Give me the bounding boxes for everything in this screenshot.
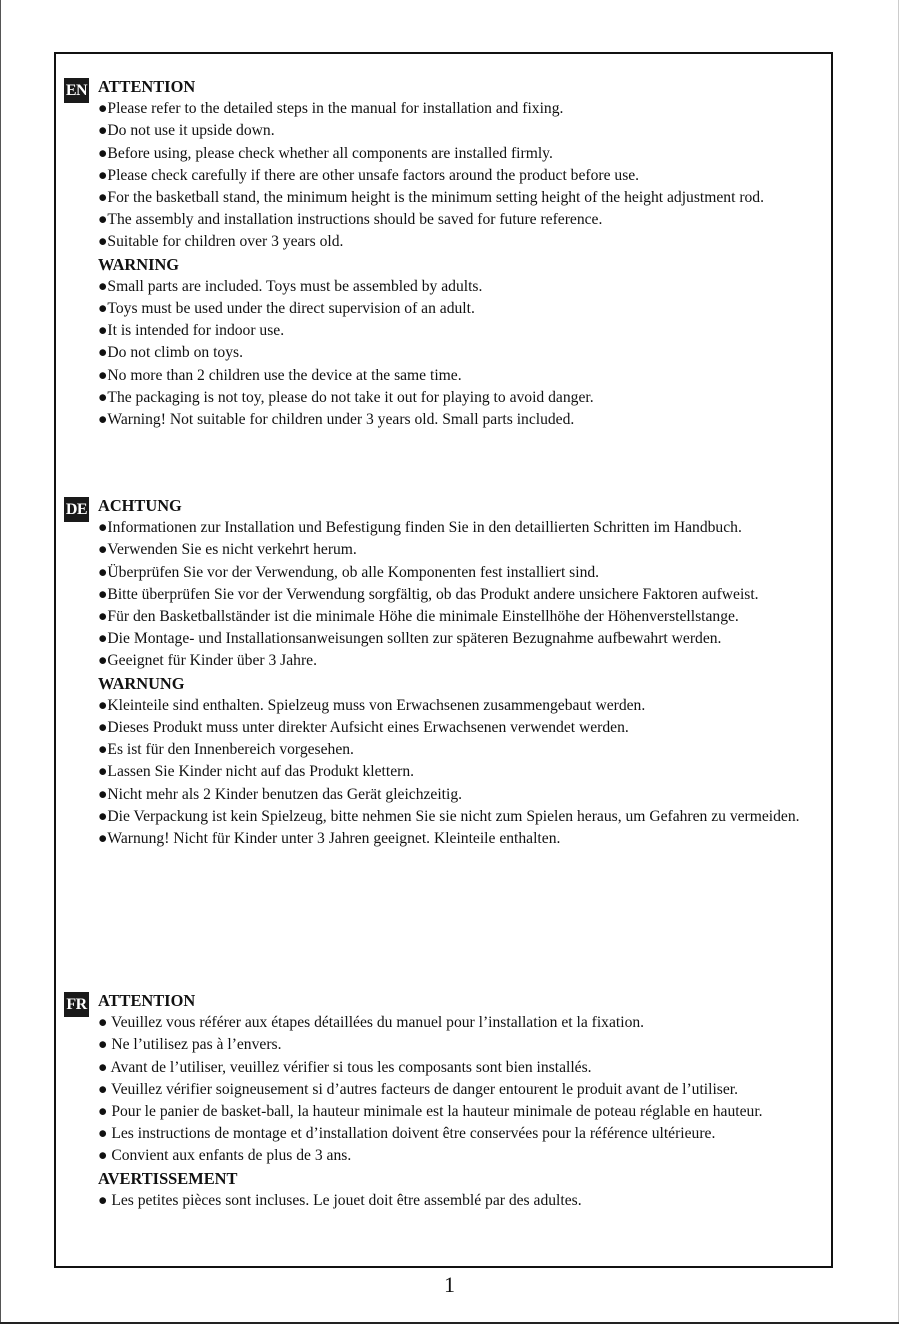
instruction-item <box>84 784 815 806</box>
section-heading: ATTENTION <box>98 77 196 96</box>
instruction-item <box>84 562 815 584</box>
instruction-text: ●Before using, please check whether all components are installed firmly. <box>98 144 553 162</box>
instruction-item <box>84 187 815 209</box>
instruction-text: ●Do not use it upside down. <box>98 122 275 140</box>
page-number: 1 <box>444 1272 455 1297</box>
instruction-text: ●Warning! Not suitable for children under 3 years old. Small parts included. <box>98 411 575 429</box>
instruction-item <box>84 717 815 739</box>
section-heading: AVERTISSEMENT <box>98 1168 238 1188</box>
instruction-item <box>84 806 815 828</box>
instruction-text: ●Lassen Sie Kinder nicht auf das Produkt klettern. <box>98 763 415 781</box>
instruction-text: ●Warnung! Nicht für Kinder unter 3 Jahren geeignet. Kleinteile enthalten. <box>98 830 561 848</box>
instruction-text: ●For the basketball stand, the minimum height is the minimum setting height of the height adjustment rod. <box>98 189 765 207</box>
section-heading: ACHTUNG <box>98 496 182 515</box>
section-heading: WARNING <box>98 254 180 274</box>
instruction-text: ●Für den Basketballständer ist die minimale Höhe die minimale Einstellhöhe der Höhenverstellstange. <box>98 608 739 626</box>
instruction-text: ●Suitable for children over 3 years old. <box>98 233 344 251</box>
instruction-item <box>84 342 815 364</box>
language-badge-en: EN <box>64 78 89 103</box>
instruction-item <box>84 695 815 717</box>
instruction-item <box>84 1079 815 1101</box>
instruction-text: ●Geeignet für Kinder über 3 Jahre. <box>98 652 317 670</box>
instruction-text: ●Informationen zur Installation und Befestigung finden Sie in den detaillierten Schritten im Handbuch. <box>98 519 742 537</box>
instruction-text: ●Please refer to the detailed steps in the manual for installation and fixing. <box>98 100 564 118</box>
instruction-item <box>84 165 815 187</box>
instruction-item <box>84 320 815 342</box>
instruction-text: ●Die Montage- und Installationsanweisungen sollten zur späteren Bezugnahme aufbewahrt werden. <box>98 630 722 648</box>
instruction-text: ● Convient aux enfants de plus de 3 ans. <box>98 1147 352 1165</box>
instruction-item <box>84 209 815 231</box>
instruction-text: ●Überprüfen Sie vor der Verwendung, ob alle Komponenten fest installiert sind. <box>98 563 600 581</box>
section-content <box>84 76 815 431</box>
instruction-item <box>84 584 815 606</box>
instruction-item <box>84 143 815 165</box>
instruction-item <box>84 231 815 253</box>
instruction-text: ●Es ist für den Innenbereich vorgesehen. <box>98 741 354 759</box>
instruction-text: ●The assembly and installation instructions should be saved for future reference. <box>98 211 603 229</box>
instruction-item <box>84 387 815 409</box>
instruction-text: ●It is intended for indoor use. <box>98 322 285 340</box>
section-content <box>84 990 815 1212</box>
instruction-text: ● Les instructions de montage et d’installation doivent être conservées pour la référence ultérieure. <box>98 1125 716 1143</box>
instruction-text: ●Small parts are included. Toys must be assembled by adults. <box>98 277 483 295</box>
instruction-item <box>84 628 815 650</box>
instruction-text: ● Veuillez vérifier soigneusement si d’autres facteurs de danger entourent le produit avant de l’utiliser. <box>98 1080 739 1098</box>
instruction-item <box>84 1145 815 1167</box>
instruction-item <box>84 276 815 298</box>
language-badge-de: DE <box>64 497 89 522</box>
instruction-item <box>84 539 815 561</box>
instruction-item <box>84 1012 815 1034</box>
instruction-text: ● Les petites pièces sont incluses. Le jouet doit être assemblé par des adultes. <box>98 1191 582 1209</box>
instruction-text: ●Bitte überprüfen Sie vor der Verwendung sorgfältig, ob das Produkt andere unsichere Faktoren aufweist. <box>98 585 759 603</box>
instruction-item <box>84 298 815 320</box>
instruction-text: ● Avant de l’utiliser, veuillez vérifier si tous les composants sont bien installés. <box>98 1058 592 1076</box>
instruction-item <box>84 1190 815 1212</box>
page-edge-left <box>0 0 1 1324</box>
instruction-item <box>84 1057 815 1079</box>
instruction-item <box>84 365 815 387</box>
section-heading: WARNUNG <box>98 673 185 693</box>
instruction-text: ●Do not climb on toys. <box>98 344 243 362</box>
instruction-item <box>84 1034 815 1056</box>
instruction-item <box>84 828 815 850</box>
instruction-item <box>84 1101 815 1123</box>
section-content <box>84 495 815 850</box>
instruction-text: ●Die Verpackung ist kein Spielzeug, bitte nehmen Sie sie nicht zum Spielen heraus, um Gefahren zu vermeiden. <box>98 807 800 825</box>
instruction-item <box>84 98 815 120</box>
instruction-item <box>84 761 815 783</box>
instruction-text: ●Kleinteile sind enthalten. Spielzeug muss von Erwachsenen zusammengebaut werden. <box>98 696 646 714</box>
instruction-item <box>84 1123 815 1145</box>
instruction-text: ●Nicht mehr als 2 Kinder benutzen das Gerät gleichzeitig. <box>98 785 463 803</box>
instruction-item <box>84 739 815 761</box>
instruction-item <box>84 120 815 142</box>
instruction-item <box>84 650 815 672</box>
instruction-text: ●Verwenden Sie es nicht verkehrt herum. <box>98 541 357 559</box>
instruction-item <box>84 517 815 539</box>
instruction-item <box>84 606 815 628</box>
instruction-item <box>84 409 815 431</box>
language-badge-fr: FR <box>64 992 89 1017</box>
instruction-text: ●Dieses Produkt muss unter direkter Aufsicht eines Erwachsenen verwendet werden. <box>98 719 629 737</box>
instruction-text: ● Veuillez vous référer aux étapes détaillées du manuel pour l’installation et la fixation. <box>98 1014 645 1032</box>
instruction-text: ●Toys must be used under the direct supervision of an adult. <box>98 300 475 318</box>
instruction-text: ●The packaging is not toy, please do not take it out for playing to avoid danger. <box>98 388 594 406</box>
instruction-text: ● Ne l’utilisez pas à l’envers. <box>98 1036 282 1054</box>
warning-frame <box>54 52 833 1268</box>
section-heading: ATTENTION <box>98 991 196 1010</box>
instruction-text: ●Please check carefully if there are other unsafe factors around the product before use. <box>98 166 640 184</box>
instruction-text: ●No more than 2 children use the device at the same time. <box>98 366 462 384</box>
instruction-text: ● Pour le panier de basket-ball, la hauteur minimale est la hauteur minimale de poteau réglable en hauteur. <box>98 1103 763 1121</box>
